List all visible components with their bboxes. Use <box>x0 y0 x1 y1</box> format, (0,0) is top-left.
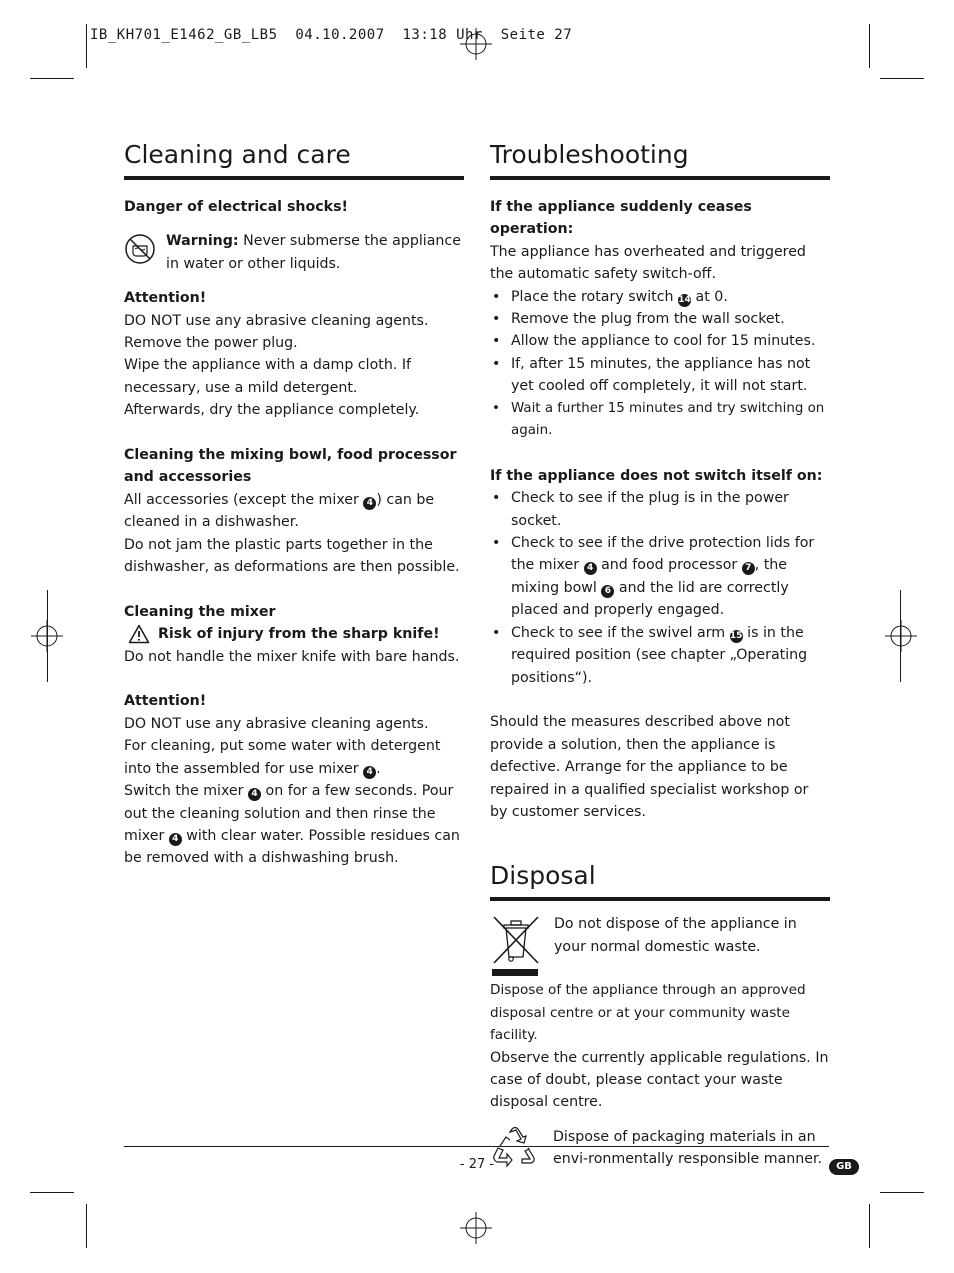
text-run: All accessories (except the mixer <box>124 491 364 508</box>
mixer-marker: 4 <box>363 497 376 510</box>
list-item: • Allow the appliance to cool for 15 minutes. <box>490 330 830 352</box>
processor-marker: 7 <box>742 562 755 575</box>
text-run: and the lid are correctly placed and properly engaged. <box>511 579 789 619</box>
crop-mark <box>30 78 74 79</box>
list-item <box>490 286 830 308</box>
disposal-title: Disposal <box>490 861 830 901</box>
attention-line: Remove the power plug. <box>124 335 298 352</box>
crossed-bin-icon <box>490 913 542 979</box>
text-run: on for a few seconds. Pour out the cleaning solution and then rinse the mixer <box>124 783 454 844</box>
registration-mark-icon <box>883 618 919 654</box>
crop-mark <box>30 1192 74 1193</box>
crop-mark <box>869 1204 870 1248</box>
crop-mark <box>869 24 870 68</box>
list-item <box>490 622 830 689</box>
list-item: • If, after 15 minutes, the appliance has not yet cooled off completely, it will not start. <box>490 353 830 398</box>
text-run: Switch the mixer <box>124 783 249 800</box>
text-run: Check to see if the swivel arm <box>511 624 730 641</box>
text-run: Place the rotary switch <box>511 288 679 305</box>
danger-heading: Danger of electrical shocks! <box>124 199 349 215</box>
list-item <box>490 532 830 622</box>
section-heading: If the appliance suddenly ceases operation: <box>490 199 752 238</box>
language-badge: GB <box>829 1159 859 1175</box>
list-item: • Check to see if the plug is in the power socket. <box>490 487 830 532</box>
closing-paragraph: Should the measures described above not provide a solution, then the appliance is defective. Arrange for the appliance to be repaired in a qualified specialist workshop or by customer services. <box>490 714 809 820</box>
attention-line: Afterwards, dry the appliance completely. <box>124 402 420 419</box>
risk-line <box>124 623 464 645</box>
cleaning-column <box>124 140 464 870</box>
crop-mark <box>86 1204 87 1248</box>
attention-heading: Attention! <box>124 290 207 307</box>
arm-marker: 15 <box>729 630 743 641</box>
switch-marker: 14 <box>678 294 691 305</box>
text-run: is in the required position (see chapter „Operating positions“). <box>511 624 808 686</box>
disposal-paragraph: Dispose of the appliance through an approved disposal centre or at your community waste facility. <box>490 982 806 1044</box>
recycle-block <box>490 1126 830 1172</box>
attention-paragraph <box>124 735 464 780</box>
bowl-paragraph <box>124 489 464 534</box>
text-run: at 0. <box>691 288 728 305</box>
bowl-paragraph: Do not jam the plastic parts together in the dishwasher, as deformations are then possible. <box>124 536 460 576</box>
crop-mark <box>880 1192 924 1193</box>
bowl-heading: Cleaning the mixing bowl, food processor and accessories <box>124 447 457 486</box>
mixer-marker: 4 <box>363 766 376 779</box>
bin-block <box>490 913 830 979</box>
mixer-marker: 4 <box>584 562 597 575</box>
risk-text: Risk of injury from the sharp knife! <box>158 626 440 643</box>
attention-paragraph <box>124 780 464 870</box>
check-list <box>490 487 830 689</box>
text-run: with clear water. Possible residues can be removed with a dishwashing brush. <box>124 827 460 867</box>
mixer-heading: Cleaning the mixer <box>124 603 276 620</box>
attention-line: DO NOT use any abrasive cleaning agents. <box>124 715 429 732</box>
page-number: - 27 - <box>459 1157 495 1172</box>
mixer-text: Do not handle the mixer knife with bare hands. <box>124 648 460 665</box>
mixer-marker: 4 <box>248 788 261 801</box>
bin-text: Do not dispose of the appliance in your normal domestic waste. <box>554 916 797 955</box>
disposal-paragraph: Observe the currently applicable regulations. In case of doubt, please contact your waste disposal centre. <box>490 1049 829 1111</box>
section-text: The appliance has overheated and triggered the automatic safety switch-off. <box>490 243 806 283</box>
text-run: For cleaning, put some water with detergent into the assembled for use mixer <box>124 738 441 777</box>
cleaning-title: Cleaning and care <box>124 140 464 180</box>
attention-heading: Attention! <box>124 693 207 710</box>
section-heading: If the appliance does not switch itself on: <box>490 467 823 484</box>
registration-mark-icon <box>458 1210 494 1246</box>
bowl-marker: 6 <box>601 585 614 598</box>
registration-mark-icon <box>29 618 65 654</box>
warning-block <box>124 230 464 275</box>
footer-divider <box>124 1146 829 1147</box>
attention-line: Wipe the appliance with a damp cloth. If necessary, use a mild detergent. <box>124 357 412 396</box>
text-run: Check to see if the drive protection lids for the mixer <box>511 535 815 574</box>
warning-triangle-icon <box>128 624 150 644</box>
warning-label: Warning: <box>166 233 239 250</box>
list-item: • Wait a further 15 minutes and try switching on again. <box>490 398 830 443</box>
troubleshooting-column <box>490 140 830 1172</box>
text-run: ) can be cleaned in a dishwasher. <box>124 491 435 531</box>
text-run: . <box>376 760 381 777</box>
no-immersion-icon <box>124 233 156 265</box>
text-run: and food processor <box>596 557 742 574</box>
troubleshooting-title: Troubleshooting <box>490 140 830 180</box>
crop-mark <box>880 78 924 79</box>
print-header: IB_KH701_E1462_GB_LB5 04.10.2007 13:18 Uhr Seite 27 <box>90 27 573 43</box>
mixer-marker: 4 <box>169 833 182 846</box>
recycle-text: Dispose of packaging materials in an envi-ronmentally responsible manner. <box>553 1128 823 1168</box>
crop-mark <box>86 24 87 68</box>
attention-line: DO NOT use any abrasive cleaning agents. <box>124 312 429 329</box>
check-list <box>490 286 830 443</box>
list-item: • Remove the plug from the wall socket. <box>490 308 830 330</box>
text-run: , the mixing bowl <box>511 557 788 596</box>
warning-text: Never submerse the appliance in water or other liquids. <box>166 233 461 272</box>
